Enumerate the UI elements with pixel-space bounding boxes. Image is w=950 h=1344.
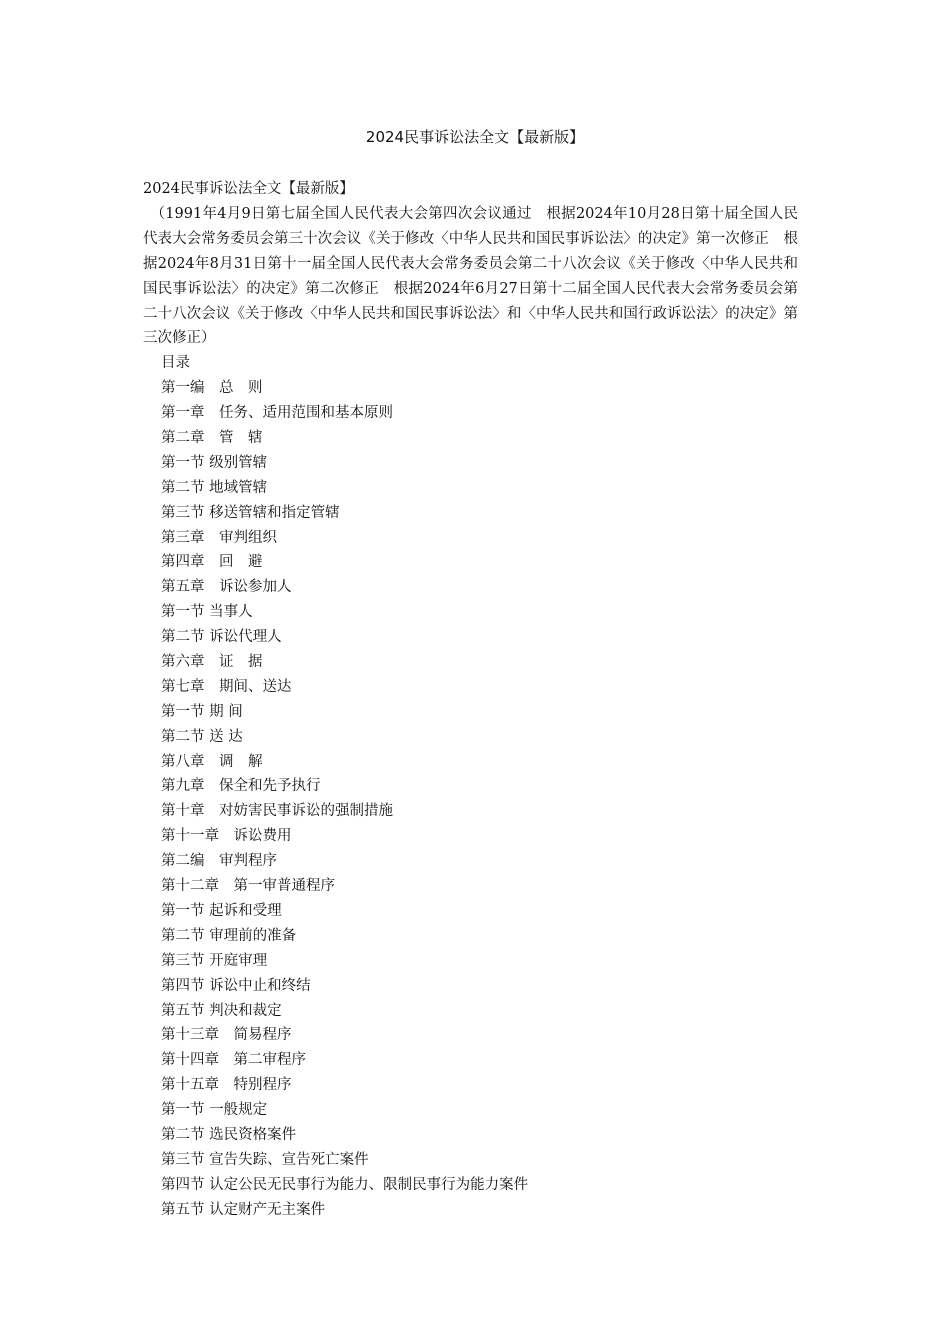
toc-item: 第九章 保全和先予执行 (161, 778, 321, 795)
toc-item: 第四节 认定公民无民事行为能力、限制民事行为能力案件 (161, 1176, 529, 1193)
toc-item: 第五节 判决和裁定 (161, 1002, 282, 1019)
toc-item: 第三节 宣告失踪、宣告死亡案件 (161, 1151, 369, 1168)
toc-item: 第一编 总 则 (161, 380, 263, 397)
toc-item: 第一节 当事人 (161, 604, 253, 621)
toc-item: 目录 (161, 355, 190, 372)
toc-item: 第五节 认定财产无主案件 (161, 1201, 326, 1218)
toc-item: 第二节 选民资格案件 (161, 1126, 297, 1143)
toc-item: 第一节 级别管辖 (161, 454, 268, 471)
toc-item: 第二节 送 达 (161, 728, 243, 745)
toc-item: 第二节 诉讼代理人 (161, 629, 282, 646)
toc-item: 第三节 开庭审理 (161, 952, 268, 969)
toc-item: 第二节 地域管辖 (161, 479, 268, 496)
toc-item: 第一节 期 间 (161, 703, 243, 720)
toc-item: 第十四章 第二审程序 (161, 1052, 306, 1069)
toc-item: 第七章 期间、送达 (161, 678, 292, 695)
toc-item: 第二节 审理前的准备 (161, 927, 297, 944)
toc-item: 第十一章 诉讼费用 (161, 828, 292, 845)
toc-item: 第十章 对妨害民事诉讼的强制措施 (161, 803, 393, 820)
toc-item: 第一节 一般规定 (161, 1102, 268, 1119)
toc-item: 第十三章 简易程序 (161, 1027, 292, 1044)
document-heading: 2024民事诉讼法全文【最新版】 (143, 181, 354, 197)
document-title: 2024民事诉讼法全文【最新版】 (365, 128, 585, 146)
toc-item: 第五章 诉讼参加人 (161, 579, 292, 596)
toc-item: 第四节 诉讼中止和终结 (161, 977, 311, 994)
toc-item: 第十二章 第一审普通程序 (161, 878, 335, 895)
toc-item: 第八章 调 解 (161, 753, 263, 770)
document-body (143, 177, 798, 1223)
toc-item: 第十五章 特别程序 (161, 1077, 292, 1094)
toc-item: 第六章 证 据 (161, 654, 263, 671)
toc-item: 第二编 审判程序 (161, 853, 277, 870)
toc-item: 第二章 管 辖 (161, 430, 263, 447)
table-of-contents (143, 351, 798, 1222)
toc-item: 第三章 审判组织 (161, 529, 277, 546)
toc-item: 第一章 任务、适用范围和基本原则 (161, 405, 393, 422)
toc-item: 第四章 回 避 (161, 554, 263, 571)
toc-item: 第一节 起诉和受理 (161, 902, 282, 919)
document-intro: （1991年4月9日第七届全国人民代表大会第四次会议通过 根据2024年10月28日第十届全国人民代表大会常务委员会第三十次会议《关于修改〈中华人民共和国民事诉讼法〉的决定》第一次修正 根据2024年8月31日第十一届全国人民代表大会常务委员会第二十八次会议《关于修改〈中华人民共和国民事诉讼法〉的决定》第二次修正 根据2024年6月27日第十二届全国人民代表大会常务委员会第二十八次会议《关于修改〈中华人民共和国民事诉讼法〉和〈中华人民共和国行政诉讼法〉的决定》第三次修正） (143, 205, 798, 347)
toc-item: 第三节 移送管辖和指定管辖 (161, 504, 340, 521)
